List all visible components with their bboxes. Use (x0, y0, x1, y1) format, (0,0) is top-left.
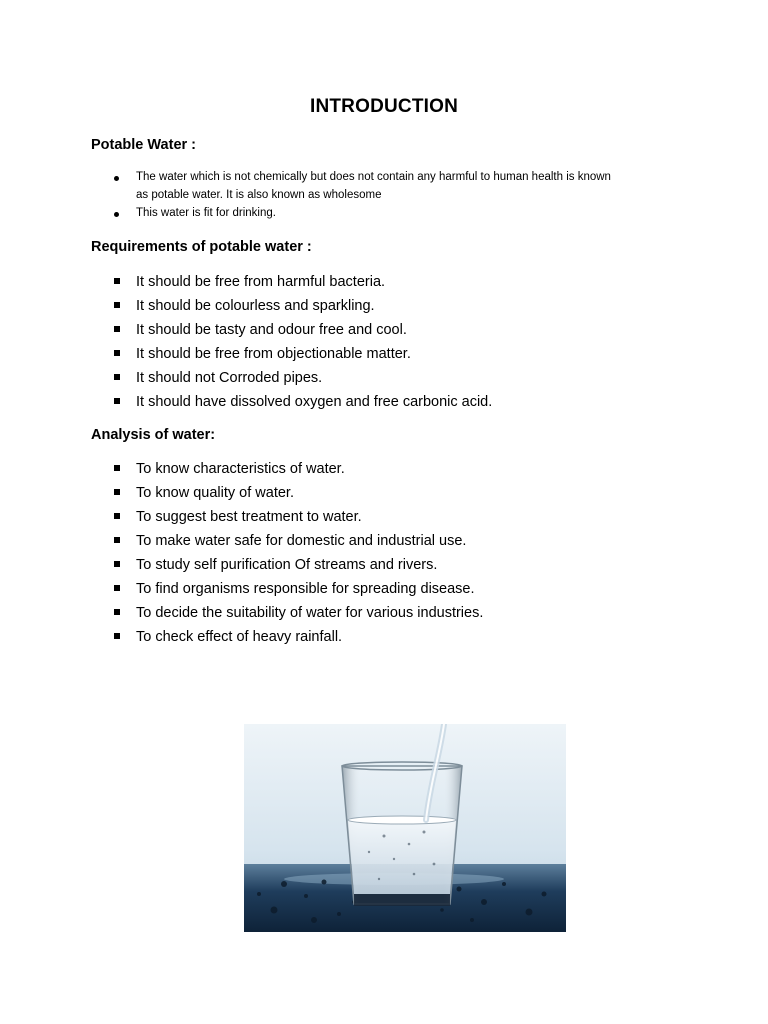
list-item-text: This water is fit for drinking. (136, 207, 276, 219)
list-item (0, 270, 492, 294)
list-item-text: To know characteristics of water. (136, 461, 345, 477)
list-item-text: It should be free from objectionable matter. (136, 346, 411, 362)
requirements-list (0, 270, 492, 414)
list-item (0, 168, 676, 204)
list-item (0, 318, 492, 342)
analysis-list (0, 457, 483, 649)
list-item (0, 553, 483, 577)
requirements-heading: Requirements of potable water : (91, 239, 312, 255)
list-item-text: It should be tasty and odour free and cool. (136, 322, 407, 338)
square-bullet-icon (114, 278, 120, 284)
list-item-text: It should not Corroded pipes. (136, 370, 323, 386)
list-item (0, 505, 483, 529)
list-item-text: To decide the suitability of water for various industries. (136, 605, 484, 621)
square-bullet-icon (114, 561, 120, 567)
analysis-heading: Analysis of water: (91, 427, 216, 443)
square-bullet-icon (114, 302, 120, 308)
potable-water-list (0, 168, 676, 223)
list-item-text: To suggest best treatment to water. (136, 509, 362, 525)
square-bullet-icon (114, 609, 120, 615)
list-item (0, 601, 483, 625)
list-item (0, 577, 483, 601)
list-item (0, 366, 492, 390)
list-item (0, 529, 483, 553)
square-bullet-icon (114, 326, 120, 332)
square-bullet-icon (114, 374, 120, 380)
round-bullet-icon (114, 176, 119, 181)
list-item-text: It should be free from harmful bacteria. (136, 274, 386, 290)
square-bullet-icon (114, 489, 120, 495)
list-item-text: The water which is not chemically but does not contain any harmful to human health is known (136, 171, 611, 183)
round-bullet-icon (114, 212, 119, 217)
list-item (0, 481, 483, 505)
potable-water-heading: Potable Water : (91, 137, 197, 153)
list-item-text: To check effect of heavy rainfall. (136, 629, 343, 645)
list-item-text: To find organisms responsible for spreading disease. (136, 581, 475, 597)
list-item (0, 390, 492, 414)
list-item (0, 204, 676, 223)
list-item-text: To know quality of water. (136, 485, 294, 501)
list-item-text: It should have dissolved oxygen and free carbonic acid. (136, 394, 493, 410)
square-bullet-icon (114, 350, 120, 356)
square-bullet-icon (114, 633, 120, 639)
page-title: INTRODUCTION (309, 96, 459, 117)
square-bullet-icon (114, 465, 120, 471)
list-item (0, 294, 492, 318)
list-item-text: To study self purification Of streams and rivers. (136, 557, 438, 573)
square-bullet-icon (114, 585, 120, 591)
list-item-text-continued: as potable water. It is also known as wholesome (136, 189, 382, 201)
square-bullet-icon (114, 537, 120, 543)
square-bullet-icon (114, 398, 120, 404)
list-item-text: It should be colourless and sparkling. (136, 298, 375, 314)
square-bullet-icon (114, 513, 120, 519)
list-item (0, 342, 492, 366)
list-item-text: To make water safe for domestic and industrial use. (136, 533, 467, 549)
list-item (0, 457, 483, 481)
glass-of-water-illustration (244, 724, 566, 932)
glass-of-water-photo (244, 724, 566, 932)
list-item (0, 625, 483, 649)
